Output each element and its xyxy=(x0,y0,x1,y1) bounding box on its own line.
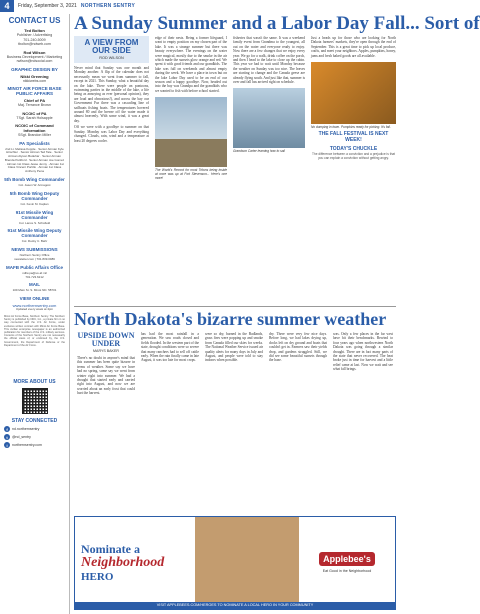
advertisement[interactable] xyxy=(74,516,396,610)
article-column xyxy=(202,332,266,512)
article-column xyxy=(152,36,230,288)
article-column xyxy=(230,36,308,288)
column-banner xyxy=(77,332,135,353)
contact-name: Rod Wilson xyxy=(23,49,46,55)
design-heading: GRAPHIC DESIGN BY xyxy=(11,66,58,72)
specialists-list: 2nd Lt. Melissa Kopple · Senior Airman Kyle Hirschler · Senior Airman Ted Tate · Senior Airman Alyson Bodehar · Senior Airman Brenda Pettiford · Senior Airman Joe Gomez · Airman 1st Class Jesse Jenny · Airman 1st Class Vincent Portillo · Airman 1st Class Anthony Pena xyxy=(4,146,65,174)
commander-heading: 5th Bomb Wing Deputy Commander xyxy=(9,190,60,201)
commander-heading: 91st Missile Wing Deputy Commander xyxy=(7,228,62,239)
fall-festival-box xyxy=(311,132,396,143)
twitter-icon: t xyxy=(4,434,10,440)
article-text: dry. There were very few nice days. Before long, we had lakes drying up, docks left on dry ground and boats that couldn't get in. Farmers saw their yields drop, and gardens struggled. Still, we did see some beautiful sunsets through the haze. xyxy=(269,332,327,363)
minot-person xyxy=(4,123,65,138)
mail-address: 109 Main St. S. Minot ND. 58701 xyxy=(12,288,57,293)
column-banner xyxy=(74,36,149,63)
mafb-phone[interactable]: 701.723.6212 xyxy=(25,274,44,279)
article-text: were so dry, burned in the Badlands, grass fires were popping up and smoke from Canada filled our skies for weeks. The National Weather Service issued air quality alerts for many days in July and August, and people were told to stay indoors when possible. xyxy=(205,332,263,363)
page-header xyxy=(0,0,400,12)
ad-line: Nominate a xyxy=(81,542,140,556)
column-title: A VIEW FROM OUR SIDE xyxy=(84,38,139,55)
social-handle: nd.northernsentry xyxy=(12,427,40,432)
ad-line: Neighborhood xyxy=(81,555,165,570)
article-text: Just a heads up for those who are looking for North Dakota farmers' markets, they're open through the end of September. This is a great time to pick up local produce, crafts, and meet your neighbors. Apples, pumpkins, honey, jams and fresh baked goods are all available. xyxy=(311,36,396,58)
article-text: edge of their nests. Being a former lifeguard, I want to empty position on my chosen part of the lake. It was a strange summer but there was beauty everywhere. The evenings on the water were magical, mostly due to the smoke in the air which made the sunsets glow orange and red. We spent it with good friends and our grandkids. The lake was full on weekends and almost empty during the week. We have a place in town but on the lake Labor Day used to be an end of our season and a happy goodbye. Now, headed out into the bay was Grandpa and the grandkids who we wanted to fish with before school started. xyxy=(155,36,227,93)
contact-role: Business Development / Marketing xyxy=(6,54,63,59)
photo-caption: The World's Record for most Tritons being inside at once was up at Fort Stevenson... Here's one more! xyxy=(155,168,227,181)
mafb-heading: MAFB Public Affairs Office xyxy=(5,264,64,270)
ad-line: HERO xyxy=(81,571,114,583)
column-byline: ROD WILSON xyxy=(99,56,124,60)
social-twitter[interactable] xyxy=(4,434,65,440)
ad-footer[interactable]: VISIT APPLEBEES.COM/HEROES TO NOMINATE A LOCAL HERO IN YOUR COMMUNITY xyxy=(75,602,395,609)
fall-festival-title: THE FALL FESTIVAL IS NEXT WEEK! xyxy=(318,131,389,143)
article-columns xyxy=(74,332,396,512)
column-title: UPSIDE DOWN UNDER xyxy=(77,331,135,348)
ad-photo xyxy=(195,517,299,609)
minot-person-name: SSgt. Brandon Miller xyxy=(18,133,51,137)
commander-name: Col. Lance S. Schofield xyxy=(18,220,51,225)
online-note: Updated every week at 4pm xyxy=(15,307,54,312)
news-office: Northern Sentry Office xyxy=(19,253,50,258)
design-credit xyxy=(4,74,65,84)
more-about-heading: MORE ABOUT US xyxy=(13,379,56,386)
minot-person-title: NCOIC of PA xyxy=(22,110,47,116)
news-email[interactable]: newsletter.com | 701.839.0986 xyxy=(14,257,55,262)
minot-person xyxy=(4,98,65,108)
chuckle-text: The difference between a conviction and a prejudice is that you can explain a conviction without getting angry. xyxy=(311,152,396,161)
designer-url[interactable]: nikkiwebs.com xyxy=(22,78,47,83)
stay-connected-heading: STAY CONNECTED xyxy=(11,418,58,425)
news-heading: NEWS SUBMISSIONS xyxy=(11,247,58,253)
article-column xyxy=(74,332,138,512)
commander-name: Col. Kevin M. Kaplan xyxy=(20,201,49,206)
sidebar xyxy=(0,14,70,614)
minot-heading: MINOT AIR FORCE BASE PUBLIC AFFAIRS xyxy=(7,86,62,96)
minot-person-title: NCOIC of Command Information xyxy=(15,123,54,133)
article-text: Never mind that Sunday was one month and Monday another. A flip of the calendar does not necessarily mean we went from summer to fall, except in 2021. This Sunday, what a beautiful day on the lake. There were people on pontoons, swimming parties in the middle of the lake, a life being as annoying as ever (personal opinion), they are loud and obnoxious!), and across the bay our Government Fur there was a cascading line of sailboats fishing boats. The temperatures hovered around 80 and the breeze off the water made it almost heavenly. With some wind, it was a great day. xyxy=(74,66,149,123)
disclaimer-text: Minot Air Force Base, Northern Sentry. The Northern Sentry is published by NDC, Inc., a private firm in no way connected with the U.S. Air Force, under exclusive written contract with Minot Air Force Base. This civilian enterprise newspaper is an authorized publication for members of the U.S. military services. Contents of the Northern Sentry are not necessarily the official views of, or endorsed by, the U.S. Government, the Department of Defense or the Department of the Air Force. xyxy=(4,315,65,347)
article-headline: North Dakota's bizarre summer weather xyxy=(74,309,387,329)
applebees-logo: Applebee's xyxy=(319,552,375,566)
social-web[interactable] xyxy=(4,442,65,448)
article-column xyxy=(330,332,396,512)
online-url[interactable]: www.northernsentry.com xyxy=(12,303,57,309)
ad-tagline: Eat Good in the Neighborhood xyxy=(322,569,372,574)
article-text: was. Only a few places in the far west have hit their benchmarks. Rewind to four years ago when northwestern North Dakota was going through a similar drought. There are in fact many parts of the state that never recovered. The heat broke just in time for harvest and a little relief came at last. Now we wait and see what fall brings. xyxy=(333,332,393,372)
commander-heading: 5th Bomb Wing Commander xyxy=(4,177,65,183)
specialists-heading: PA Specialists xyxy=(19,140,50,146)
photo-caption: Grandson Carter learning how to sail xyxy=(233,149,285,154)
article-column xyxy=(138,332,202,512)
page-number: 4 xyxy=(0,0,14,12)
commander-heading: 91st Missile Wing Commander xyxy=(15,209,54,220)
online-heading: VIEW ONLINE xyxy=(19,296,50,302)
minot-person xyxy=(4,111,65,121)
article-text: There's no doubt in anyone's mind that this summer has been quite bizarre in terms of weather. Some say we have had no spring, some say we went from winter right into summer. We had a drought that started early and carried right into August, and now we are worried about an early frost that could hurt the harvest. xyxy=(77,356,135,396)
article-headline: A Sunday Summer and a Labor Day Fall... Sort of xyxy=(74,13,480,34)
lake-photo xyxy=(155,97,227,167)
contact-business xyxy=(4,50,65,64)
minot-person-name: TSgt. Sarah Holsapple xyxy=(16,115,53,120)
commander-name: Col. Rocky C. Bahr xyxy=(21,239,48,244)
article-text: fisheries that wasn't the same. It was a weekend family event from Grandma to the youngest, all out on the water and everyone ready to enjoy. Now there are a few changes that we enjoy every year. We go for a walk, drink coffee on the porch, and then I head to the lake to close up the cabin. This year we had to wait until Monday because the weather on Sunday was too nice. The leaves are starting to change and the Canada geese are already flying south. And just like that, summer is over and fall has arrived right on schedule. xyxy=(233,36,305,85)
main-content xyxy=(74,13,480,614)
ad-headline xyxy=(75,517,195,609)
article-column xyxy=(74,36,152,288)
contact-email[interactable]: rwilson@ndsocial.com xyxy=(16,59,53,63)
contact-email[interactable]: tbolton@ndweb.com xyxy=(18,42,51,46)
mail-heading: MAIL xyxy=(29,282,40,288)
social-handle: northernsentry.com xyxy=(12,443,42,448)
contact-role: Publisher / Advertising xyxy=(16,33,53,37)
sailboat-photo xyxy=(233,88,305,148)
article-column xyxy=(266,332,330,512)
column-byline: MARYS BAKER xyxy=(93,349,119,353)
facebook-icon: f xyxy=(4,426,10,432)
web-icon: i xyxy=(4,442,10,448)
section-divider xyxy=(74,306,396,307)
contact-phone[interactable]: 701-240-5009 xyxy=(23,37,46,42)
minot-person-name: Maj. Terrance Brown xyxy=(18,103,51,107)
designer-name: Nikki Greening xyxy=(20,73,49,79)
pumpkin-photo xyxy=(311,62,396,124)
article-columns xyxy=(74,36,396,288)
social-facebook[interactable] xyxy=(4,426,65,432)
article-text: Off we were with a goodbye to summer on that Sunday. Monday was Labor Day and everything changed. Clouds, rain, wind and a temperature at least 20 degrees cooler. xyxy=(74,125,149,143)
qr-code-icon[interactable] xyxy=(22,388,48,414)
article-text: has had the most rainfall in a generation. We saw roads closed and fields flooded. In the western part of the state, drought conditions were so severe that many ranchers had to sell off cattle early. When the rain finally came in late August, it was too late for most crops. xyxy=(141,332,199,363)
contact-title: CONTACT US xyxy=(8,16,61,25)
minot-person-title: Chief of PA xyxy=(23,98,46,103)
photo-caption: No dumping in town. Pumpkins ready for picking. It's fall. xyxy=(311,125,391,130)
mafb-email[interactable]: ndfw.pa@us.af.mil xyxy=(22,270,47,275)
chuckle-title: TODAY'S CHUCKLE xyxy=(329,146,378,153)
ad-brand xyxy=(299,517,395,609)
contact-publisher xyxy=(4,28,65,47)
article-column xyxy=(308,36,396,288)
issue-date: Friday, September 3, 2021 xyxy=(18,3,77,9)
social-handle: @nd_sentry xyxy=(12,435,31,440)
commander-name: Col. Jason W. Armagost xyxy=(18,183,51,188)
contact-name: Ted Bolton xyxy=(24,28,45,33)
publication-name: NORTHERN SENTRY xyxy=(80,3,136,9)
